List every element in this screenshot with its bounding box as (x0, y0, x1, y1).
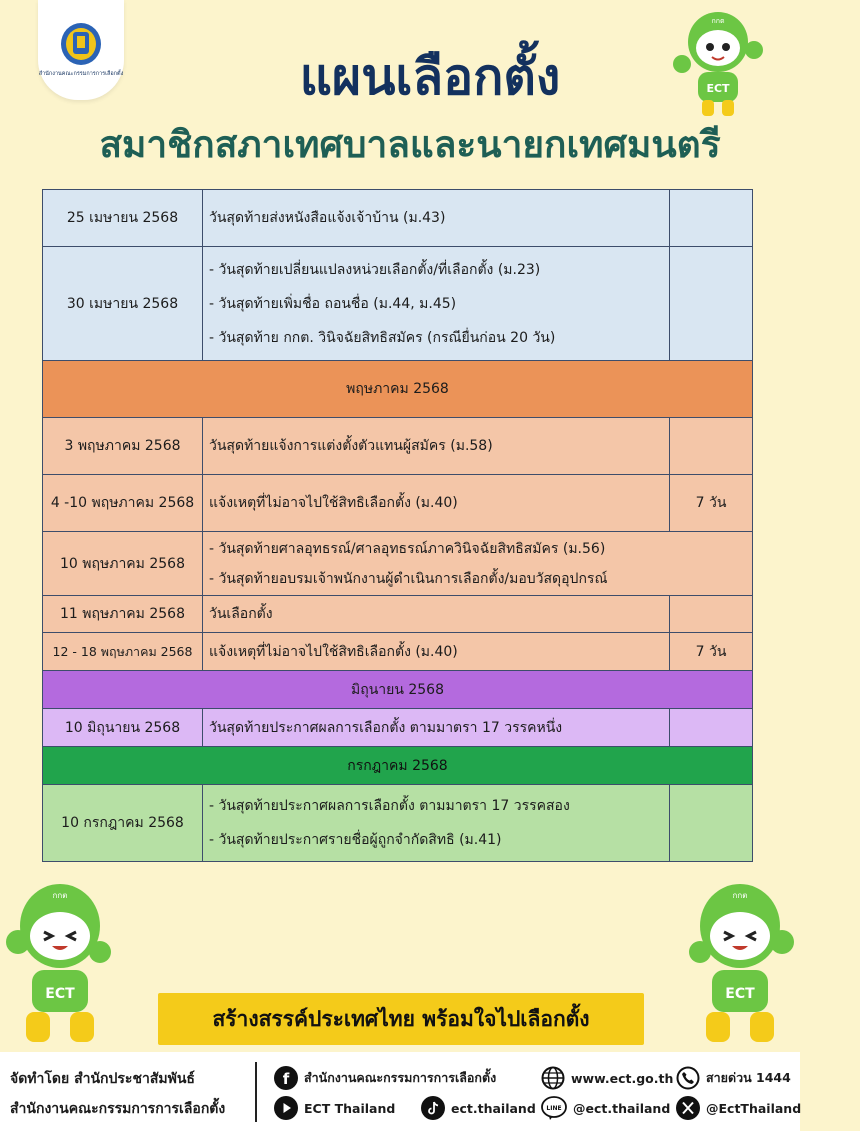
row-line: วันสุดท้ายส่งหนังสือแจ้งเจ้าบ้าน (ม.43) (209, 210, 446, 226)
website-label: www.ect.go.th (571, 1070, 674, 1086)
row-description (203, 633, 670, 671)
mascot-chest-label: ECT (725, 986, 755, 1002)
row-duration: 7 วัน (670, 633, 753, 671)
footer-facebook[interactable] (274, 1066, 496, 1090)
row-description (203, 532, 753, 596)
schedule-row (43, 247, 753, 361)
mascot-chest-label: ECT (45, 986, 75, 1002)
row-description (203, 475, 670, 532)
row-line: - วันสุดท้ายประกาศผลการเลือกตั้ง ตามมาตรา 17 วรรคสอง (209, 798, 570, 814)
row-duration (670, 785, 753, 862)
row-line: - วันสุดท้ายประกาศรายชื่อผู้ถูกจำกัดสิทธิ (ม.41) (209, 832, 502, 848)
row-duration: 7 วัน (670, 475, 753, 532)
row-duration (670, 190, 753, 247)
footer-tiktok[interactable] (421, 1096, 536, 1120)
line-app-icon (541, 1096, 567, 1120)
row-date: 11 พฤษภาคม 2568 (43, 596, 203, 633)
footer-youtube[interactable] (274, 1096, 395, 1120)
row-date: 10 พฤษภาคม 2568 (43, 532, 203, 596)
phone-icon (676, 1066, 700, 1090)
row-date: 25 เมษายน 2568 (43, 190, 203, 247)
row-description (203, 596, 670, 633)
mascot-bottom-left (4, 878, 116, 1048)
slogan-banner: สร้างสรรค์ประเทศไทย พร้อมใจไปเลือกตั้ง (158, 993, 644, 1045)
row-line: - วันสุดท้ายเปลี่ยนแปลงหน่วยเลือกตั้ง/ที่เลือกตั้ง (ม.23) (209, 261, 541, 278)
footer-line[interactable] (541, 1096, 670, 1120)
youtube-play-icon (274, 1096, 298, 1120)
schedule-row (43, 785, 753, 862)
footer-divider (255, 1062, 257, 1122)
row-line: วันเลือกตั้ง (209, 606, 273, 622)
month-label: กรกฎาคม 2568 (43, 747, 753, 785)
page-subtitle: สมาชิกสภาเทศบาลและนายกเทศมนตรี (99, 123, 721, 166)
row-line: แจ้งเหตุที่ไม่อาจไปใช้สิทธิเลือกตั้ง (ม.40) (209, 495, 458, 511)
row-line: แจ้งเหตุที่ไม่อาจไปใช้สิทธิเลือกตั้ง (ม.40) (209, 643, 458, 660)
tiktok-label: ect.thailand (451, 1100, 536, 1116)
footer-produced-by: จัดทำโดย สำนักประชาสัมพันธ์ (10, 1071, 195, 1087)
row-date: 12 - 18 พฤษภาคม 2568 (43, 633, 203, 671)
footer-org: สำนักงานคณะกรรมการการเลือกตั้ง (10, 1101, 226, 1117)
mascot-badge: กกต (52, 891, 68, 900)
row-description (203, 785, 670, 862)
youtube-label: ECT Thailand (304, 1100, 396, 1116)
tiktok-icon (421, 1096, 445, 1120)
svg-text:f: f (282, 1070, 290, 1088)
mascot-chest-label: ECT (706, 82, 730, 95)
globe-icon (541, 1066, 565, 1090)
row-duration (670, 709, 753, 747)
mascot-badge: กกต (732, 891, 748, 900)
x-label: @EctThailand (706, 1100, 802, 1116)
line-label: @ect.thailand (573, 1100, 671, 1116)
row-line: - วันสุดท้าย กกต. วินิจฉัยสิทธิสมัคร (กรณียื่นก่อน 20 วัน) (209, 329, 556, 346)
row-description (203, 247, 670, 361)
row-line: - วันสุดท้ายอบรมเจ้าพนักงานผู้ดำเนินการเลือกตั้ง/มอบวัสดุอุปกรณ์ (209, 570, 608, 587)
month-header-june (43, 671, 753, 709)
month-label: พฤษภาคม 2568 (43, 361, 753, 418)
schedule-row (43, 633, 753, 671)
mascot-badge: กกต (711, 17, 725, 25)
row-line: วันสุดท้ายประกาศผลการเลือกตั้ง ตามมาตรา 17 วรรคหนึ่ง (209, 719, 563, 736)
mascot-bottom-right (684, 878, 796, 1048)
footer-hotline[interactable] (676, 1066, 791, 1090)
row-date: 10 มิถุนายน 2568 (43, 709, 203, 747)
row-description (203, 190, 670, 247)
facebook-icon (274, 1066, 298, 1090)
row-date: 30 เมษายน 2568 (43, 247, 203, 361)
page-title: แผนเลือกตั้ง (299, 48, 561, 106)
footer-x[interactable] (676, 1096, 801, 1120)
schedule-row (43, 418, 753, 475)
row-duration (670, 418, 753, 475)
mascot-top-right (668, 6, 768, 118)
month-header-july (43, 747, 753, 785)
footer-website[interactable] (541, 1066, 673, 1090)
schedule-row (43, 596, 753, 633)
row-description (203, 709, 670, 747)
month-label: มิถุนายน 2568 (43, 671, 753, 709)
schedule-row (43, 475, 753, 532)
row-line: วันสุดท้ายแจ้งการแต่งตั้งตัวแทนผู้สมัคร (ม.58) (209, 438, 493, 454)
x-twitter-icon (676, 1096, 700, 1120)
election-schedule-table (42, 189, 753, 862)
row-description (203, 418, 670, 475)
schedule-row (43, 532, 753, 596)
hotline-label: สายด่วน 1444 (706, 1070, 791, 1085)
facebook-label: สำนักงานคณะกรรมการการเลือกตั้ง (304, 1070, 497, 1085)
logo-caption: สำนักงานคณะกรรมการการเลือกตั้ง (38, 71, 124, 77)
row-duration (670, 247, 753, 361)
row-line: - วันสุดท้ายเพิ่มชื่อ ถอนชื่อ (ม.44, ม.45) (209, 295, 457, 312)
schedule-row (43, 709, 753, 747)
row-date: 10 กรกฎาคม 2568 (43, 785, 203, 862)
row-duration (670, 596, 753, 633)
row-date: 4 -10 พฤษภาคม 2568 (43, 475, 203, 532)
line-icon-text: LINE (546, 1105, 562, 1112)
row-date: 3 พฤษภาคม 2568 (43, 418, 203, 475)
schedule-row (43, 190, 753, 247)
row-line: - วันสุดท้ายศาลอุทธรณ์/ศาลอุทธรณ์ภาควินิจฉัยสิทธิสมัคร (ม.56) (209, 540, 606, 557)
month-header-may (43, 361, 753, 418)
footer (0, 1052, 800, 1131)
